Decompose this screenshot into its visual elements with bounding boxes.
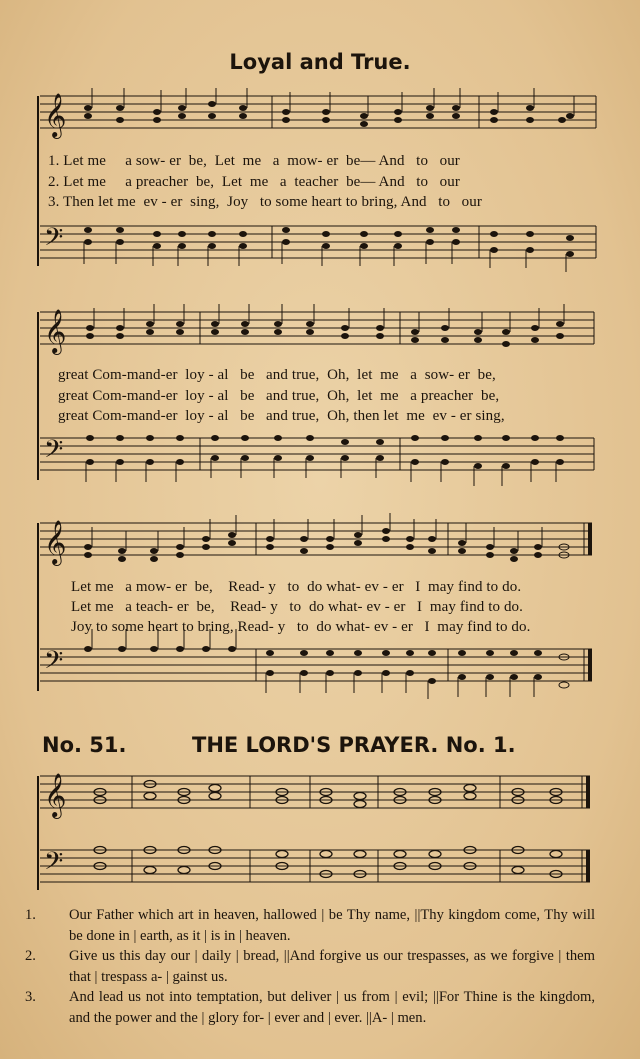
- lyric-line-1-3: 3. Then let me ev - er sing, Joy to some heart to bring, And to our: [48, 194, 482, 210]
- chant-verses: [25, 905, 595, 1029]
- chant-verse-1: 1. Our Father which art in heaven, hallowed | be Thy name, ||Thy kingdom come, Thy will be done in | earth, as it | is in | heaven.: [25, 907, 595, 944]
- hymn-number: No. 51.: [42, 733, 127, 757]
- lyric-line-3-3: Joy to some heart to bring, Read- y to do what- ev - er I may find to do.: [71, 619, 531, 635]
- lyric-line-2-1: great Com-mand-er loy - al be and true, Oh, let me a sow- er be,: [58, 367, 496, 383]
- svg-text:𝄞: 𝄞: [44, 309, 67, 353]
- svg-text:𝄞: 𝄞: [44, 520, 67, 564]
- svg-text:𝄢: 𝄢: [44, 847, 64, 882]
- song-title: Loyal and True.: [229, 50, 411, 74]
- svg-text:𝄞: 𝄞: [44, 773, 67, 817]
- chant-verse-2: 2. Give us this day our | daily | bread, ||And forgive us our trespasses, as we forgive | them that | trespass a- | gainst us.: [25, 948, 595, 985]
- lyric-line-3-2: Let me a teach- er be, Read- y to do what- ev - er I may find to do.: [71, 599, 524, 615]
- lyric-line-2-2: great Com-mand-er loy - al be and true, Oh, let me a preacher be,: [58, 388, 500, 404]
- svg-text:𝄢: 𝄢: [44, 435, 64, 470]
- chant-verse-3: 3. And lead us not into temptation, but deliver | us from | evil; ||For Thine is the kingdom, and the power and the | glory for- | ever and | ever. ||A- | men.: [25, 989, 595, 1026]
- svg-text:𝄞: 𝄞: [44, 93, 67, 137]
- hymn-title: THE LORD'S PRAYER. No. 1.: [192, 733, 516, 757]
- lyric-line-1-1: 1. Let me a sow- er be, Let me a mow- er be— And to our: [48, 153, 460, 169]
- svg-text:𝄢: 𝄢: [44, 223, 64, 258]
- svg-text:𝄢: 𝄢: [44, 646, 64, 681]
- lyric-line-1-2: 2. Let me a preacher be, Let me a teacher be— And to our: [48, 174, 460, 190]
- lyric-line-2-3: great Com-mand-er loy - al be and true, Oh, then let me ev - er sing,: [58, 408, 505, 424]
- lyric-line-3-1: Let me a mow- er be, Read- y to do what- ev - er I may find to do.: [71, 579, 522, 595]
- chant-system: [0, 768, 640, 898]
